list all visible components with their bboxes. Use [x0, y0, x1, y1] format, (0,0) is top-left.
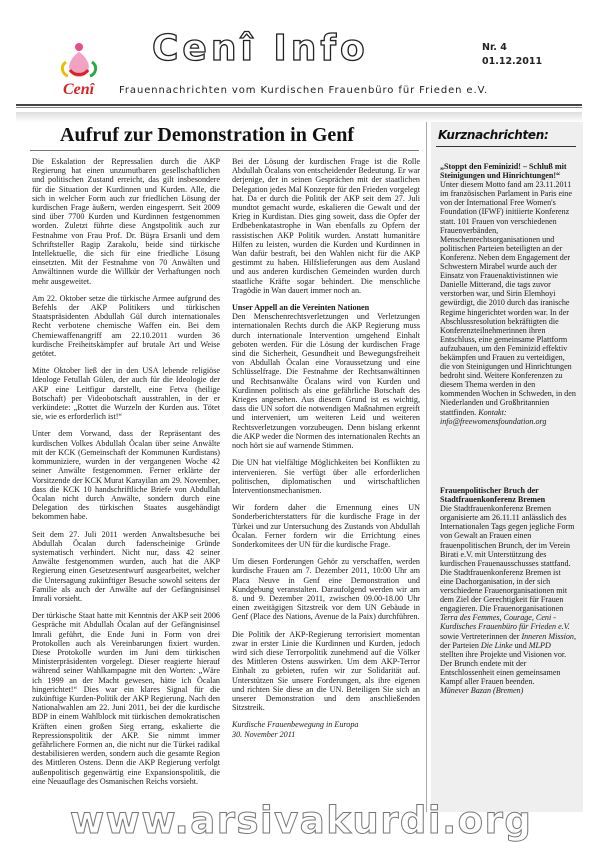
article-paragraph: Der türkische Staat hatte mit Kenntnis der AKP seit 2006 Gespräche mit Abdullah Öcalan auf der Gefängnisinsel Imrali geführt, die Ende Juni in Form von drei Protokollen auch als Vereinbarungen fixiert wurden. Diese Protokolle wurden im Juni dem türkischen Ministerpräsidenten vorgelegt. Dieser reagierte hierauf während seiner Wahlkampagne mit den Worten: „Wäre ich 1999 an der Macht gewesen, hätte ich Öcalan hingerichtet!“ Dies war ein klares Signal für die zukünftige Kurden-Politik der AKP Regierung. Nach den Nationalwahlen am 22. Juni 2011, bei der die kurdische BDP in einem Wahlblock mit türkischen demokratischen Kräften einen großen Sieg errang, eskalierte die Repressionspolitik der AKP. Sie nimmt immer gefährlichere Formen an, die nicht nur die Türkei radikal destabilisieren werden, sondern auch die gesamte Region des Mittleren Ostens. Denn die AKP Regierung verfolgt außenpolitisch gegenwärtig eine Expansionspolitik, die eine Neuauflage des Osmanischen Reichs vorsieht. — [32, 611, 220, 786]
header-rule-thin — [16, 107, 582, 108]
sidebar-item-1 — [440, 162, 576, 426]
issue-info — [482, 41, 542, 69]
article-paragraph: Um diesen Forderungen Gehör zu verschaffen, werden kurdische Frauen am 7. Dezember 2011, 10:00 Uhr am Placa Neuve in Genf eine Demonstration und Kundgebung veranstalten. Daraufolgend werden wir am 8. und 9. Dezember 2011, zwischen 09.00-18.00 Uhr einen zweitägigen Sitzstreik vor dem UN Gebäude in Genf (Place des Nations, Avenue de la Paix) durchführen. — [232, 557, 420, 622]
sidebar-item-title: Frauenpolitischer Bruch der Stadtfrauenkonferenz Bremen — [440, 486, 546, 505]
article-paragraph: Mitte Oktober ließ der in den USA lebende religiöse Ideologe Fetullah Gülen, der auch für die Ideologie der AKP eine Leitfigur darstellt, eine Fetva (heilige Botschaft) per Videobotschaft ausstrahlen, in der er verkündete: „Rottet die Wurzeln der Kurden aus. Tötet sie, wie es erforderlich ist!“ — [32, 366, 220, 422]
sidebar-heading: Kurznachrichten: — [438, 128, 549, 142]
sidebar-item-body: der Parteien — [440, 640, 481, 650]
header-shade — [16, 112, 582, 122]
sidebar-item-title: „Stoppt den Feminizid! – Schluß mit Steinigungen und Hinrichtungen!“ — [440, 162, 567, 181]
article-paragraph: Den Menschenrechtsverletzungen und Verletzungen internationalen Rechts durch die AKP Regierung muss durch internationale Intervention umgehend Einhalt geboten werden. Für die Lösung der kurdischen Frage sind die Sicherheit, Gesundheit und Bewegungsfreiheit von Abdullah Öcalan eine Voraussetzung und eine Schlüsselfrage. Die Festnahme der Rechtsanwältinnen und Rechtsanwälte Öcalans wird von Kurden und Kurdinnen politisch als eine gefährliche Botschaft des Krieges angesehen. Aus diesem Grund ist es wichtig, dass die UN sofort die notwendigen Maßnahmen ergreift und interveniert, um weiteren Leid und weiteren Rechtsverletzungen vorzubeugen. Denn bislang erkennt die AKP weder die Normen des internationalen Rechts an noch hört sie auf warnende Stimmen. — [232, 312, 420, 451]
sidebar-item-author: Münever Bazan (Bremen) — [440, 686, 524, 696]
article-paragraph: Die Politik der AKP-Regierung terrorisiert momentan zwar in erster Linie die Kurdinnen und Kurden, jedoch wird sich diese Terrorpolitik zunehmend auf die Völker des Mittleren Ostens auswirken. Um dem AKP-Terror Einhalt zu gebieten, rufen wir zur Solidarität auf. Unterstützen Sie unsere Forderungen, als ihre eigenen und richten Sie diese an die UN. Beteiligen Sie sich an unserer Demonstration und dem anschließenden Sitzstreik. — [232, 629, 420, 713]
article-subheading: Unser Appell an die Vereinten Nationen — [232, 303, 370, 313]
article-column-2 — [232, 157, 420, 739]
article-paragraph: Wir fordern daher die Ernennung eines UN Sonderberichterstatters für die kurdische Frage in der Türkei und zur Untersuchung des Zustands von Abdullah Öcalan. Ferner fordern wir die Errichtung eines Sonderkomitees der UN für die kurdische Frage. — [232, 503, 420, 549]
sidebar-item-contact: Kontakt: info@freewomensfoundation.org — [440, 407, 547, 426]
sidebar-item-orgs: Terra des Femmes, Courage, Ceni - Kurdisches Frauenbüro für Frieden e.V. — [440, 613, 570, 632]
issue-date: 01.12.2011 — [482, 56, 543, 67]
article-paragraph: Die UN hat vielfältige Möglichkeiten bei Konflikten zu intervenieren. Sie verfügt über alle erforderlichen politischen, diplomatischen und wirtschaftlichen Interventionsmechanismen. — [232, 458, 420, 495]
sidebar-item-body: Unter diesem Motto fand am 23.11.2011 im französischen Parlament in Paris eine von der International Free Women's Foundation (IFWF) initiierte Konferenz statt. 101 Frauen von verschiedenen Frauenverbänden, Menschenrechtsorganisationen und politischen Parteien beteiligten an der Konferenz. Neben dem Engagement der Schwestern Mirabel wurde auch der Einsatz von Frauenaktivistinnen wie Danielle Mitterand, die tags zuvor verstorben war, und Sirin Elemhoyi gewürdigt, die 2010 durch das iranische Regime hingerichtet worden war. In der Abschlussresolution bekräftigten die Konferenzteilnehmerinnen ihren Entschluss, eine gemeinsame Plattform aufzubauen, um den Feminizid effektiv bekämpfen und Frauen zu verteidigen, die von Steinigungen und Hinrichtungen bedroht sind. Weitere Konferenzen zu diesem Thema werden in den kommenden Wochen in Schweden, in den Niederlanden und Großbritannien stattfinden. — [440, 180, 576, 417]
issue-number: Nr. 4 — [482, 42, 507, 53]
header-rule — [16, 104, 582, 106]
article-signature: Kurdische Frauenbewegung in Europa — [232, 720, 359, 730]
article-paragraph: Seit dem 27. Juli 2011 werden Anwaltsbesuche bei Abdullah Öcalan durch fadenscheinige Gründe systematisch verhindert. Nicht nur, dass 42 seiner Anwälte festgenommen wurden, auch hat die AKP Regierung einen Gesetzesentwurf ausgearbeitet, welcher die Untersagung zukünftiger Besuche sowohl seitens der Familie als auch der Anwälte auf der Gefängnisinsel Imrali vorsieht. — [32, 529, 220, 603]
article-paragraph: Unter dem Vorwand, dass der Repräsentant des kurdischen Volkes Abdullah Öcalan über seine Anwälte mit der KCK (Gemeinschaft der Kommunen Kurdistans) kommuniziere, wurden in der vergangenen Woche 42 seiner Anwälte festgenommen. Ferner erklärte der Vorsitzende der KCK Murat Karayilan am 29. November, dass die KCK 10 handschriftliche Briefe von Abdullah Öcalan nicht durch Anwälte, sondern durch eine Delegation des türkischen Staates ausgehändigt bekommen habe. — [32, 429, 220, 522]
article-paragraph: Bei der Lösung der kurdischen Frage ist die Rolle Abdullah Öcalans von entscheidender Bedeutung. Er war derjenige, der in seinen Gesprächen mit der staatlichen Delegation jedes Mal Konzepte für den Frieden vorgelegt hat. Da er durch die Politik der AKP seit dem 27. Juli mundtot gemacht wurde, eskalieren die Gewalt und der Krieg in Kurdistan. Dies ging soweit, dass die Opfer der Erdbebenkatastrophe in Wan ebenfalls zu Opfern der rassistischen AKP Politik wurden. Anstatt humanitäre Hilfen zu leisten, wurden die Kurden und Kurdinnen in Wan dafür bestraft, bei den Wahlen nicht für die AKP gestimmt zu haben. Hilfslieferungen aus dem Ausland und aus anderen kurdischen Gemeinden wurden durch staatliche Kräfte sogar behindert. Die menschliche Tragödie in Wan dauert immer noch an. — [232, 157, 420, 295]
sidebar-item-orgs: Inneren Mission, — [521, 631, 576, 641]
article-paragraph: Die Eskalation der Repressalien durch die AKP Regierung hat einen unzumutbaren gesellschaftlichen und politischen Zustand erreicht, das gilt insbesondere für die Situation der Kurdinnen und Kurden. Alle, die sich in welcher Form auch zur friedlichen Lösung der kurdischen Frage äußern, werden eingesperrt. Seit 2009 sind über 7700 Kurden und Kurdinnen festgenommen worden. Zuletzt führte diese Angstpolitik auch zur Festnahme von Frau Prof. Dr. Büşra Ersanli und dem Schriftsteller Ragip Zarakolu, beide sind türkische Intellektuelle, die sich für eine friedliche Lösung einsetzten. Mit der Festnahme von 70 Anwälten und Anwältinnen wurde die Willkür der Verhaftungen noch mehr ausgeweitet. — [32, 157, 220, 286]
headline-rule — [30, 150, 419, 151]
article-headline: Aufruf zur Demonstration in Genf — [60, 124, 355, 146]
sidebar-item-body: und — [514, 640, 529, 650]
newsletter-title: Cenî Info — [152, 28, 369, 69]
sidebar-item-body: sowie Vertreterinnen der — [440, 631, 522, 641]
sidebar-heading-rule — [436, 146, 576, 147]
sidebar-divider — [426, 122, 427, 812]
newsletter-subtitle: Frauennachrichten vom Kurdischen Frauenbüro für Frieden e.V. — [119, 85, 489, 96]
article-column-1 — [32, 157, 220, 794]
logo-text: Cenî — [63, 81, 95, 98]
sidebar-item-2 — [440, 486, 576, 695]
sidebar-item-orgs: Die Linke — [480, 640, 515, 650]
sidebar-item-body: Die Stadtfrauenkonferenz Bremen organisierte am 26.11.11 anlässlich des Internationalen Tags gegen jegliche Form von Gewalt an Frauen einen frauenpolitischen Brunch, der im Verein Birati e.V. mit Unterstützung des kurdischen Frauenausschusses stattfand. Die Stadtfrauenkonferenz Bremen ist eine Dachorganisation, in der sich verschiedene Frauenorganisationen mit dem Ziel der Gerechtigkeit für Frauen engagieren. Die Frauenorganisationen — [440, 504, 575, 614]
sidebar-item-body: stellten ihre Projekte und Visionen vor. Der Brunch endete mit der Entschlossenheit einen gemeinsamen Kampf aller Frauen beenden. — [440, 649, 567, 686]
watermark: www.arsivakurdi.org — [70, 799, 533, 842]
article-signature-date: 30. November 2011 — [232, 729, 296, 739]
ceni-logo — [58, 40, 100, 102]
article-paragraph: Am 22. Oktober setze die türkische Armee aufgrund des Befehls der AKP Politikers und türkischen Staatspräsidenten Abdullah Gül durch internationales Recht verbotene chemische Waffen ein. Bei dem Chemiewaffenangriff am 22.10.2011 wurden 36 kurdische Freiheitskämpfer auf brutale Art und Weise getötet. — [32, 293, 220, 359]
sidebar-item-orgs: MLPD — [528, 640, 551, 650]
